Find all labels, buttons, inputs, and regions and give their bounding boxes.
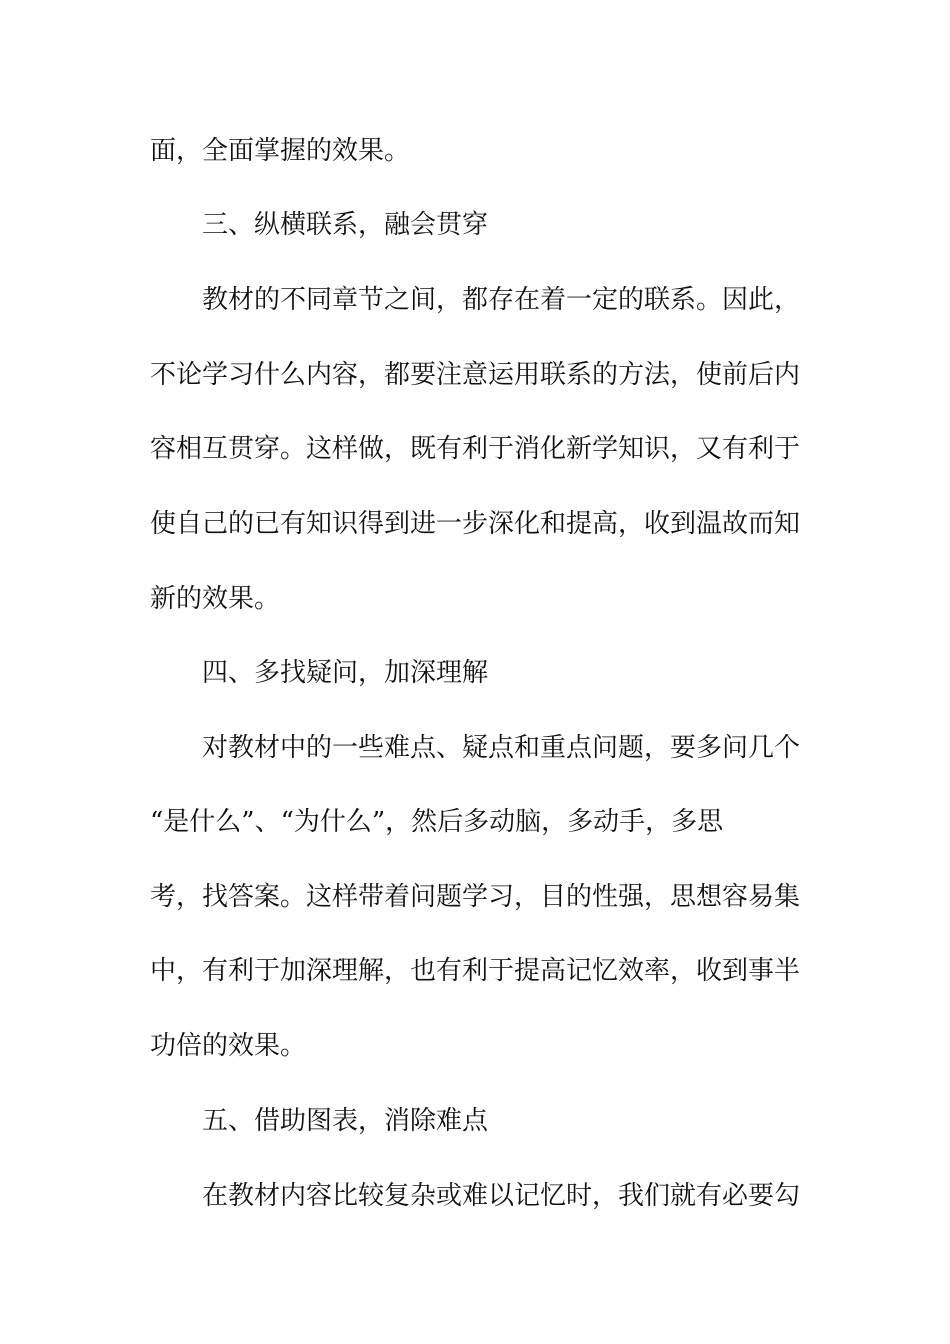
text-line-5: 容相互贯穿。这样做，既有利于消化新学知识，又有利于 bbox=[150, 434, 801, 464]
text-line-11: 考，找答案。这样带着问题学习，目的性强，思想容易集 bbox=[150, 882, 801, 912]
section-heading-4: 四、多找疑问，加深理解 bbox=[202, 658, 489, 688]
text-line-7: 新的效果。 bbox=[150, 584, 281, 614]
text-line-12: 中，有利于加深理解，也有利于提高记忆效率，收到事半 bbox=[150, 956, 801, 986]
text-line-15: 在教材内容比较复杂或难以记忆时，我们就有必要勾 bbox=[202, 1181, 801, 1211]
text-line-9: 对教材中的一些难点、疑点和重点问题，要多问几个 bbox=[202, 733, 801, 763]
section-heading-5: 五、借助图表，消除难点 bbox=[202, 1106, 489, 1136]
text-line-1: 面，全面掌握的效果。 bbox=[150, 136, 411, 166]
section-heading-3: 三、纵横联系，融会贯穿 bbox=[202, 210, 489, 240]
text-line-3: 教材的不同章节之间，都存在着一定的联系。因此， bbox=[202, 285, 801, 315]
text-line-10: “是什么”、“为什么”，然后多动脑，多动手，多思 bbox=[150, 807, 724, 837]
text-line-13: 功倍的效果。 bbox=[150, 1031, 307, 1061]
text-line-4: 不论学习什么内容，都要注意运用联系的方法，使前后内 bbox=[150, 360, 801, 390]
text-line-6: 使自己的已有知识得到进一步深化和提高，收到温故而知 bbox=[150, 509, 801, 539]
